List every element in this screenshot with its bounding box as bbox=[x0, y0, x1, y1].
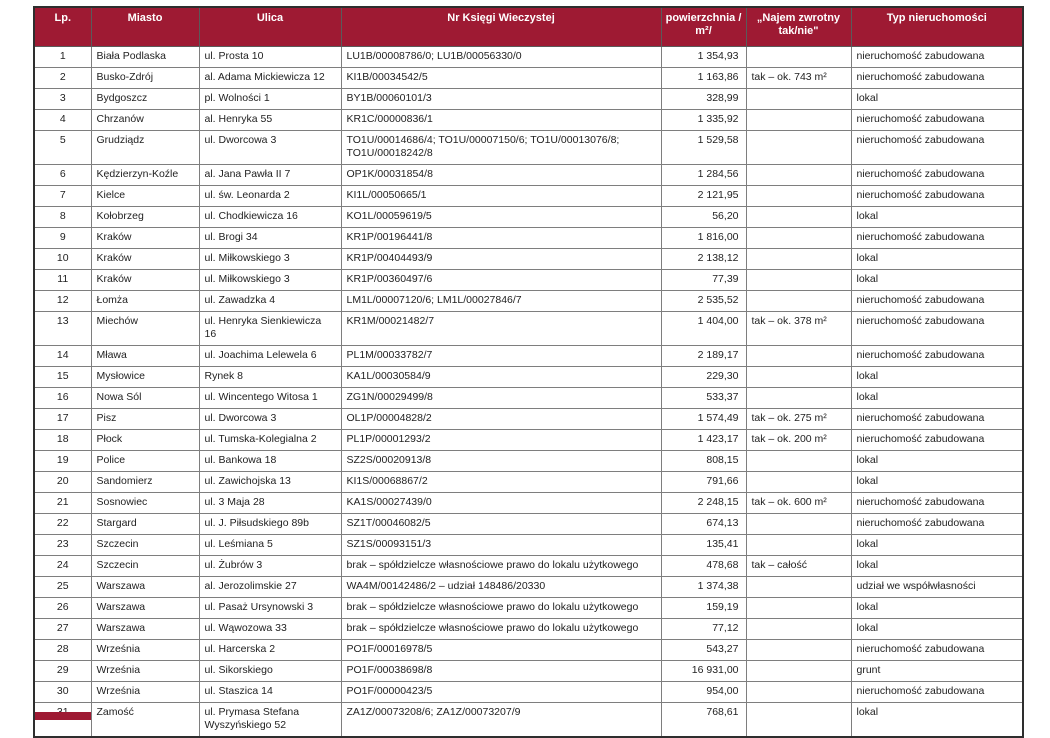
cell-ulica: ul. Zawichojska 13 bbox=[199, 472, 341, 493]
cell-lp: 7 bbox=[34, 186, 91, 207]
cell-nr-kw: LU1B/00008786/0; LU1B/00056330/0 bbox=[341, 47, 661, 68]
cell-nr-kw: KA1S/00027439/0 bbox=[341, 493, 661, 514]
cell-miasto: Warszawa bbox=[91, 577, 199, 598]
cell-typ: lokal bbox=[851, 598, 1023, 619]
column-header-ulica: Ulica bbox=[199, 7, 341, 47]
cell-nr-kw: LM1L/00007120/6; LM1L/00027846/7 bbox=[341, 291, 661, 312]
cell-powierzchnia: 533,37 bbox=[661, 388, 746, 409]
cell-nr-kw: brak – spółdzielcze własnościowe prawo do lokalu użytkowego bbox=[341, 556, 661, 577]
cell-typ: nieruchomość zabudowana bbox=[851, 47, 1023, 68]
cell-miasto: Szczecin bbox=[91, 535, 199, 556]
cell-typ: lokal bbox=[851, 619, 1023, 640]
cell-najem bbox=[746, 388, 851, 409]
cell-lp: 18 bbox=[34, 430, 91, 451]
cell-typ: nieruchomość zabudowana bbox=[851, 291, 1023, 312]
cell-najem bbox=[746, 619, 851, 640]
cell-ulica: ul. Staszica 14 bbox=[199, 682, 341, 703]
column-header-miasto: Miasto bbox=[91, 7, 199, 47]
table-row bbox=[34, 493, 1023, 514]
cell-lp: 11 bbox=[34, 270, 91, 291]
cell-ulica: ul. Henryka Sienkiewicza 16 bbox=[199, 312, 341, 346]
cell-lp: 13 bbox=[34, 312, 91, 346]
cell-powierzchnia: 1 816,00 bbox=[661, 228, 746, 249]
cell-nr-kw: SZ1T/00046082/5 bbox=[341, 514, 661, 535]
cell-typ: lokal bbox=[851, 207, 1023, 228]
cell-najem bbox=[746, 89, 851, 110]
cell-najem bbox=[746, 661, 851, 682]
cell-najem: tak – ok. 200 m² bbox=[746, 430, 851, 451]
cell-ulica: ul. J. Piłsudskiego 89b bbox=[199, 514, 341, 535]
cell-lp: 4 bbox=[34, 110, 91, 131]
cell-ulica: ul. Wąwozowa 33 bbox=[199, 619, 341, 640]
cell-ulica: al. Henryka 55 bbox=[199, 110, 341, 131]
cell-ulica: Rynek 8 bbox=[199, 367, 341, 388]
cell-typ: nieruchomość zabudowana bbox=[851, 682, 1023, 703]
cell-miasto: Mysłowice bbox=[91, 367, 199, 388]
cell-ulica: ul. Pasaż Ursynowski 3 bbox=[199, 598, 341, 619]
cell-ulica: ul. Bankowa 18 bbox=[199, 451, 341, 472]
cell-ulica: ul. Joachima Lelewela 6 bbox=[199, 346, 341, 367]
cell-typ: lokal bbox=[851, 89, 1023, 110]
cell-lp: 12 bbox=[34, 291, 91, 312]
column-header-typ: Typ nieruchomości bbox=[851, 7, 1023, 47]
cell-nr-kw: OL1P/00004828/2 bbox=[341, 409, 661, 430]
cell-typ: lokal bbox=[851, 703, 1023, 738]
column-header-nr-kw: Nr Księgi Wieczystej bbox=[341, 7, 661, 47]
cell-powierzchnia: 1 404,00 bbox=[661, 312, 746, 346]
cell-najem bbox=[746, 598, 851, 619]
cell-miasto: Sosnowiec bbox=[91, 493, 199, 514]
table-row bbox=[34, 186, 1023, 207]
cell-lp: 21 bbox=[34, 493, 91, 514]
cell-miasto: Września bbox=[91, 661, 199, 682]
cell-typ: grunt bbox=[851, 661, 1023, 682]
table-row bbox=[34, 110, 1023, 131]
cell-nr-kw: KR1P/00360497/6 bbox=[341, 270, 661, 291]
table-row bbox=[34, 472, 1023, 493]
cell-miasto: Miechów bbox=[91, 312, 199, 346]
cell-ulica: ul. Prymasa Stefana Wyszyńskiego 52 bbox=[199, 703, 341, 738]
cell-najem: tak – ok. 275 m² bbox=[746, 409, 851, 430]
cell-miasto: Stargard bbox=[91, 514, 199, 535]
cell-typ: udział we współwłasności bbox=[851, 577, 1023, 598]
cell-nr-kw: KI1B/00034542/5 bbox=[341, 68, 661, 89]
cell-ulica: ul. Chodkiewicza 16 bbox=[199, 207, 341, 228]
cell-miasto: Nowa Sól bbox=[91, 388, 199, 409]
properties-table bbox=[33, 6, 1024, 738]
cell-lp: 22 bbox=[34, 514, 91, 535]
cell-powierzchnia: 1 574,49 bbox=[661, 409, 746, 430]
cell-lp: 25 bbox=[34, 577, 91, 598]
cell-ulica: ul. Zawadzka 4 bbox=[199, 291, 341, 312]
cell-najem bbox=[746, 270, 851, 291]
cell-najem bbox=[746, 228, 851, 249]
cell-powierzchnia: 2 535,52 bbox=[661, 291, 746, 312]
table-row bbox=[34, 89, 1023, 110]
cell-nr-kw: KI1S/00068867/2 bbox=[341, 472, 661, 493]
cell-nr-kw: brak – spółdzielcze własnościowe prawo do lokalu użytkowego bbox=[341, 598, 661, 619]
cell-typ: nieruchomość zabudowana bbox=[851, 68, 1023, 89]
cell-miasto: Sandomierz bbox=[91, 472, 199, 493]
cell-miasto: Biała Podlaska bbox=[91, 47, 199, 68]
cell-typ: lokal bbox=[851, 451, 1023, 472]
cell-ulica: ul. Tumska-Kolegialna 2 bbox=[199, 430, 341, 451]
table-row bbox=[34, 131, 1023, 165]
cell-najem bbox=[746, 535, 851, 556]
cell-miasto: Łomża bbox=[91, 291, 199, 312]
cell-nr-kw: KI1L/00050665/1 bbox=[341, 186, 661, 207]
cell-ulica: ul. Dworcowa 3 bbox=[199, 409, 341, 430]
cell-lp: 17 bbox=[34, 409, 91, 430]
cell-nr-kw: PO1F/00038698/8 bbox=[341, 661, 661, 682]
table-row bbox=[34, 430, 1023, 451]
cell-lp: 1 bbox=[34, 47, 91, 68]
cell-typ: nieruchomość zabudowana bbox=[851, 228, 1023, 249]
cell-lp: 14 bbox=[34, 346, 91, 367]
cell-miasto: Kędzierzyn-Koźle bbox=[91, 165, 199, 186]
cell-lp: 20 bbox=[34, 472, 91, 493]
cell-najem bbox=[746, 640, 851, 661]
cell-miasto: Szczecin bbox=[91, 556, 199, 577]
table-row bbox=[34, 451, 1023, 472]
cell-powierzchnia: 1 284,56 bbox=[661, 165, 746, 186]
cell-lp: 29 bbox=[34, 661, 91, 682]
cell-typ: lokal bbox=[851, 556, 1023, 577]
column-header-lp: Lp. bbox=[34, 7, 91, 47]
cell-nr-kw: KA1L/00030584/9 bbox=[341, 367, 661, 388]
cell-lp: 16 bbox=[34, 388, 91, 409]
cell-powierzchnia: 77,12 bbox=[661, 619, 746, 640]
cell-typ: nieruchomość zabudowana bbox=[851, 493, 1023, 514]
cell-lp: 27 bbox=[34, 619, 91, 640]
cell-ulica: ul. Dworcowa 3 bbox=[199, 131, 341, 165]
cell-najem bbox=[746, 514, 851, 535]
cell-typ: nieruchomość zabudowana bbox=[851, 110, 1023, 131]
cell-nr-kw: BY1B/00060101/3 bbox=[341, 89, 661, 110]
cell-lp: 8 bbox=[34, 207, 91, 228]
cell-nr-kw: SZ2S/00020913/8 bbox=[341, 451, 661, 472]
cell-powierzchnia: 954,00 bbox=[661, 682, 746, 703]
table-row bbox=[34, 682, 1023, 703]
cell-najem bbox=[746, 186, 851, 207]
cell-powierzchnia: 2 121,95 bbox=[661, 186, 746, 207]
table-row bbox=[34, 577, 1023, 598]
cell-powierzchnia: 328,99 bbox=[661, 89, 746, 110]
table-row bbox=[34, 346, 1023, 367]
cell-miasto: Kraków bbox=[91, 228, 199, 249]
cell-najem bbox=[746, 451, 851, 472]
cell-ulica: ul. Wincentego Witosa 1 bbox=[199, 388, 341, 409]
cell-miasto: Płock bbox=[91, 430, 199, 451]
cell-typ: nieruchomość zabudowana bbox=[851, 346, 1023, 367]
cell-ulica: al. Jerozolimskie 27 bbox=[199, 577, 341, 598]
cell-nr-kw: KO1L/00059619/5 bbox=[341, 207, 661, 228]
cell-nr-kw: PO1F/00016978/5 bbox=[341, 640, 661, 661]
cell-najem: tak – całość bbox=[746, 556, 851, 577]
cell-powierzchnia: 1 529,58 bbox=[661, 131, 746, 165]
cell-lp: 30 bbox=[34, 682, 91, 703]
cell-miasto: Września bbox=[91, 682, 199, 703]
cell-najem: tak – ok. 378 m² bbox=[746, 312, 851, 346]
cell-miasto: Bydgoszcz bbox=[91, 89, 199, 110]
table-row bbox=[34, 367, 1023, 388]
cell-typ: lokal bbox=[851, 472, 1023, 493]
cell-powierzchnia: 1 374,38 bbox=[661, 577, 746, 598]
cell-powierzchnia: 2 189,17 bbox=[661, 346, 746, 367]
cell-nr-kw: PO1F/00000423/5 bbox=[341, 682, 661, 703]
table-row bbox=[34, 68, 1023, 89]
table-row bbox=[34, 514, 1023, 535]
cell-lp: 10 bbox=[34, 249, 91, 270]
table-row bbox=[34, 409, 1023, 430]
table-row bbox=[34, 661, 1023, 682]
cell-najem bbox=[746, 165, 851, 186]
cell-typ: lokal bbox=[851, 388, 1023, 409]
cell-najem bbox=[746, 682, 851, 703]
cell-najem bbox=[746, 472, 851, 493]
cell-lp: 19 bbox=[34, 451, 91, 472]
cell-najem bbox=[746, 367, 851, 388]
cell-najem bbox=[746, 207, 851, 228]
cell-typ: lokal bbox=[851, 270, 1023, 291]
cell-lp: 9 bbox=[34, 228, 91, 249]
cell-nr-kw: KR1P/00196441/8 bbox=[341, 228, 661, 249]
cell-nr-kw: TO1U/00014686/4; TO1U/00007150/6; TO1U/00013076/8; TO1U/00018242/8 bbox=[341, 131, 661, 165]
cell-powierzchnia: 229,30 bbox=[661, 367, 746, 388]
cell-lp: 3 bbox=[34, 89, 91, 110]
cell-ulica: ul. Żubrów 3 bbox=[199, 556, 341, 577]
cell-nr-kw: OP1K/00031854/8 bbox=[341, 165, 661, 186]
cell-powierzchnia: 1 423,17 bbox=[661, 430, 746, 451]
cell-najem bbox=[746, 110, 851, 131]
cell-typ: nieruchomość zabudowana bbox=[851, 165, 1023, 186]
cell-typ: nieruchomość zabudowana bbox=[851, 640, 1023, 661]
cell-ulica: ul. 3 Maja 28 bbox=[199, 493, 341, 514]
table-row bbox=[34, 207, 1023, 228]
cell-nr-kw: WA4M/00142486/2 – udział 148486/20330 bbox=[341, 577, 661, 598]
cell-miasto: Warszawa bbox=[91, 619, 199, 640]
cell-powierzchnia: 808,15 bbox=[661, 451, 746, 472]
cell-miasto: Grudziądz bbox=[91, 131, 199, 165]
cell-typ: nieruchomość zabudowana bbox=[851, 312, 1023, 346]
cell-powierzchnia: 674,13 bbox=[661, 514, 746, 535]
cell-lp: 15 bbox=[34, 367, 91, 388]
table-row bbox=[34, 165, 1023, 186]
table-body bbox=[34, 47, 1023, 738]
table-row bbox=[34, 228, 1023, 249]
table-row bbox=[34, 291, 1023, 312]
cell-ulica: ul. Sikorskiego bbox=[199, 661, 341, 682]
cell-najem bbox=[746, 291, 851, 312]
cell-najem bbox=[746, 47, 851, 68]
table-row bbox=[34, 556, 1023, 577]
cell-miasto: Kołobrzeg bbox=[91, 207, 199, 228]
cell-lp: 26 bbox=[34, 598, 91, 619]
table-row bbox=[34, 270, 1023, 291]
table-row bbox=[34, 535, 1023, 556]
cell-ulica: ul. Miłkowskiego 3 bbox=[199, 249, 341, 270]
cell-miasto: Kraków bbox=[91, 270, 199, 291]
cell-nr-kw: PL1P/00001293/2 bbox=[341, 430, 661, 451]
cell-powierzchnia: 16 931,00 bbox=[661, 661, 746, 682]
cell-powierzchnia: 135,41 bbox=[661, 535, 746, 556]
cell-nr-kw: KR1C/00000836/1 bbox=[341, 110, 661, 131]
cell-miasto: Kraków bbox=[91, 249, 199, 270]
cell-nr-kw: SZ1S/00093151/3 bbox=[341, 535, 661, 556]
cell-typ: nieruchomość zabudowana bbox=[851, 186, 1023, 207]
cell-powierzchnia: 543,27 bbox=[661, 640, 746, 661]
table-row bbox=[34, 249, 1023, 270]
table-row bbox=[34, 640, 1023, 661]
cell-ulica: ul. Harcerska 2 bbox=[199, 640, 341, 661]
cell-nr-kw: ZA1Z/00073208/6; ZA1Z/00073207/9 bbox=[341, 703, 661, 738]
cell-powierzchnia: 77,39 bbox=[661, 270, 746, 291]
cell-lp: 5 bbox=[34, 131, 91, 165]
header-row bbox=[34, 7, 1023, 47]
cell-miasto: Września bbox=[91, 640, 199, 661]
cell-miasto: Police bbox=[91, 451, 199, 472]
cell-typ: nieruchomość zabudowana bbox=[851, 514, 1023, 535]
cell-nr-kw: PL1M/00033782/7 bbox=[341, 346, 661, 367]
table-row bbox=[34, 47, 1023, 68]
cell-typ: lokal bbox=[851, 249, 1023, 270]
cell-ulica: al. Jana Pawła II 7 bbox=[199, 165, 341, 186]
table-row bbox=[34, 388, 1023, 409]
cell-nr-kw: KR1P/00404493/9 bbox=[341, 249, 661, 270]
cell-ulica: pl. Wolności 1 bbox=[199, 89, 341, 110]
cell-lp: 24 bbox=[34, 556, 91, 577]
cell-typ: nieruchomość zabudowana bbox=[851, 409, 1023, 430]
cell-powierzchnia: 2 138,12 bbox=[661, 249, 746, 270]
cell-powierzchnia: 768,61 bbox=[661, 703, 746, 738]
table-row bbox=[34, 619, 1023, 640]
cell-miasto: Warszawa bbox=[91, 598, 199, 619]
next-page-header-fragment bbox=[33, 712, 91, 720]
cell-typ: nieruchomość zabudowana bbox=[851, 131, 1023, 165]
cell-typ: nieruchomość zabudowana bbox=[851, 430, 1023, 451]
cell-lp: 2 bbox=[34, 68, 91, 89]
cell-nr-kw: ZG1N/00029499/8 bbox=[341, 388, 661, 409]
cell-powierzchnia: 1 335,92 bbox=[661, 110, 746, 131]
cell-miasto: Chrzanów bbox=[91, 110, 199, 131]
cell-najem: tak – ok. 743 m² bbox=[746, 68, 851, 89]
cell-najem: tak – ok. 600 m² bbox=[746, 493, 851, 514]
cell-powierzchnia: 478,68 bbox=[661, 556, 746, 577]
column-header-najem: „Najem zwrotny tak/nie" bbox=[746, 7, 851, 47]
cell-nr-kw: brak – spółdzielcze własnościowe prawo do lokalu użytkowego bbox=[341, 619, 661, 640]
cell-powierzchnia: 791,66 bbox=[661, 472, 746, 493]
cell-powierzchnia: 159,19 bbox=[661, 598, 746, 619]
cell-miasto: Zamość bbox=[91, 703, 199, 738]
cell-ulica: ul. Brogi 34 bbox=[199, 228, 341, 249]
cell-lp: 6 bbox=[34, 165, 91, 186]
cell-ulica: ul. Prosta 10 bbox=[199, 47, 341, 68]
cell-typ: lokal bbox=[851, 535, 1023, 556]
table-row bbox=[34, 598, 1023, 619]
table-row bbox=[34, 312, 1023, 346]
cell-najem bbox=[746, 131, 851, 165]
cell-powierzchnia: 1 354,93 bbox=[661, 47, 746, 68]
cell-lp: 28 bbox=[34, 640, 91, 661]
cell-miasto: Pisz bbox=[91, 409, 199, 430]
cell-najem bbox=[746, 577, 851, 598]
cell-najem bbox=[746, 249, 851, 270]
cell-ulica: ul. św. Leonarda 2 bbox=[199, 186, 341, 207]
cell-najem bbox=[746, 346, 851, 367]
cell-ulica: al. Adama Mickiewicza 12 bbox=[199, 68, 341, 89]
cell-miasto: Busko-Zdrój bbox=[91, 68, 199, 89]
cell-typ: lokal bbox=[851, 367, 1023, 388]
cell-powierzchnia: 1 163,86 bbox=[661, 68, 746, 89]
cell-miasto: Mława bbox=[91, 346, 199, 367]
cell-nr-kw: KR1M/00021482/7 bbox=[341, 312, 661, 346]
column-header-powierzchnia: powierzchnia / m²/ bbox=[661, 7, 746, 47]
cell-lp: 23 bbox=[34, 535, 91, 556]
cell-ulica: ul. Miłkowskiego 3 bbox=[199, 270, 341, 291]
cell-ulica: ul. Leśmiana 5 bbox=[199, 535, 341, 556]
cell-powierzchnia: 56,20 bbox=[661, 207, 746, 228]
cell-miasto: Kielce bbox=[91, 186, 199, 207]
cell-powierzchnia: 2 248,15 bbox=[661, 493, 746, 514]
